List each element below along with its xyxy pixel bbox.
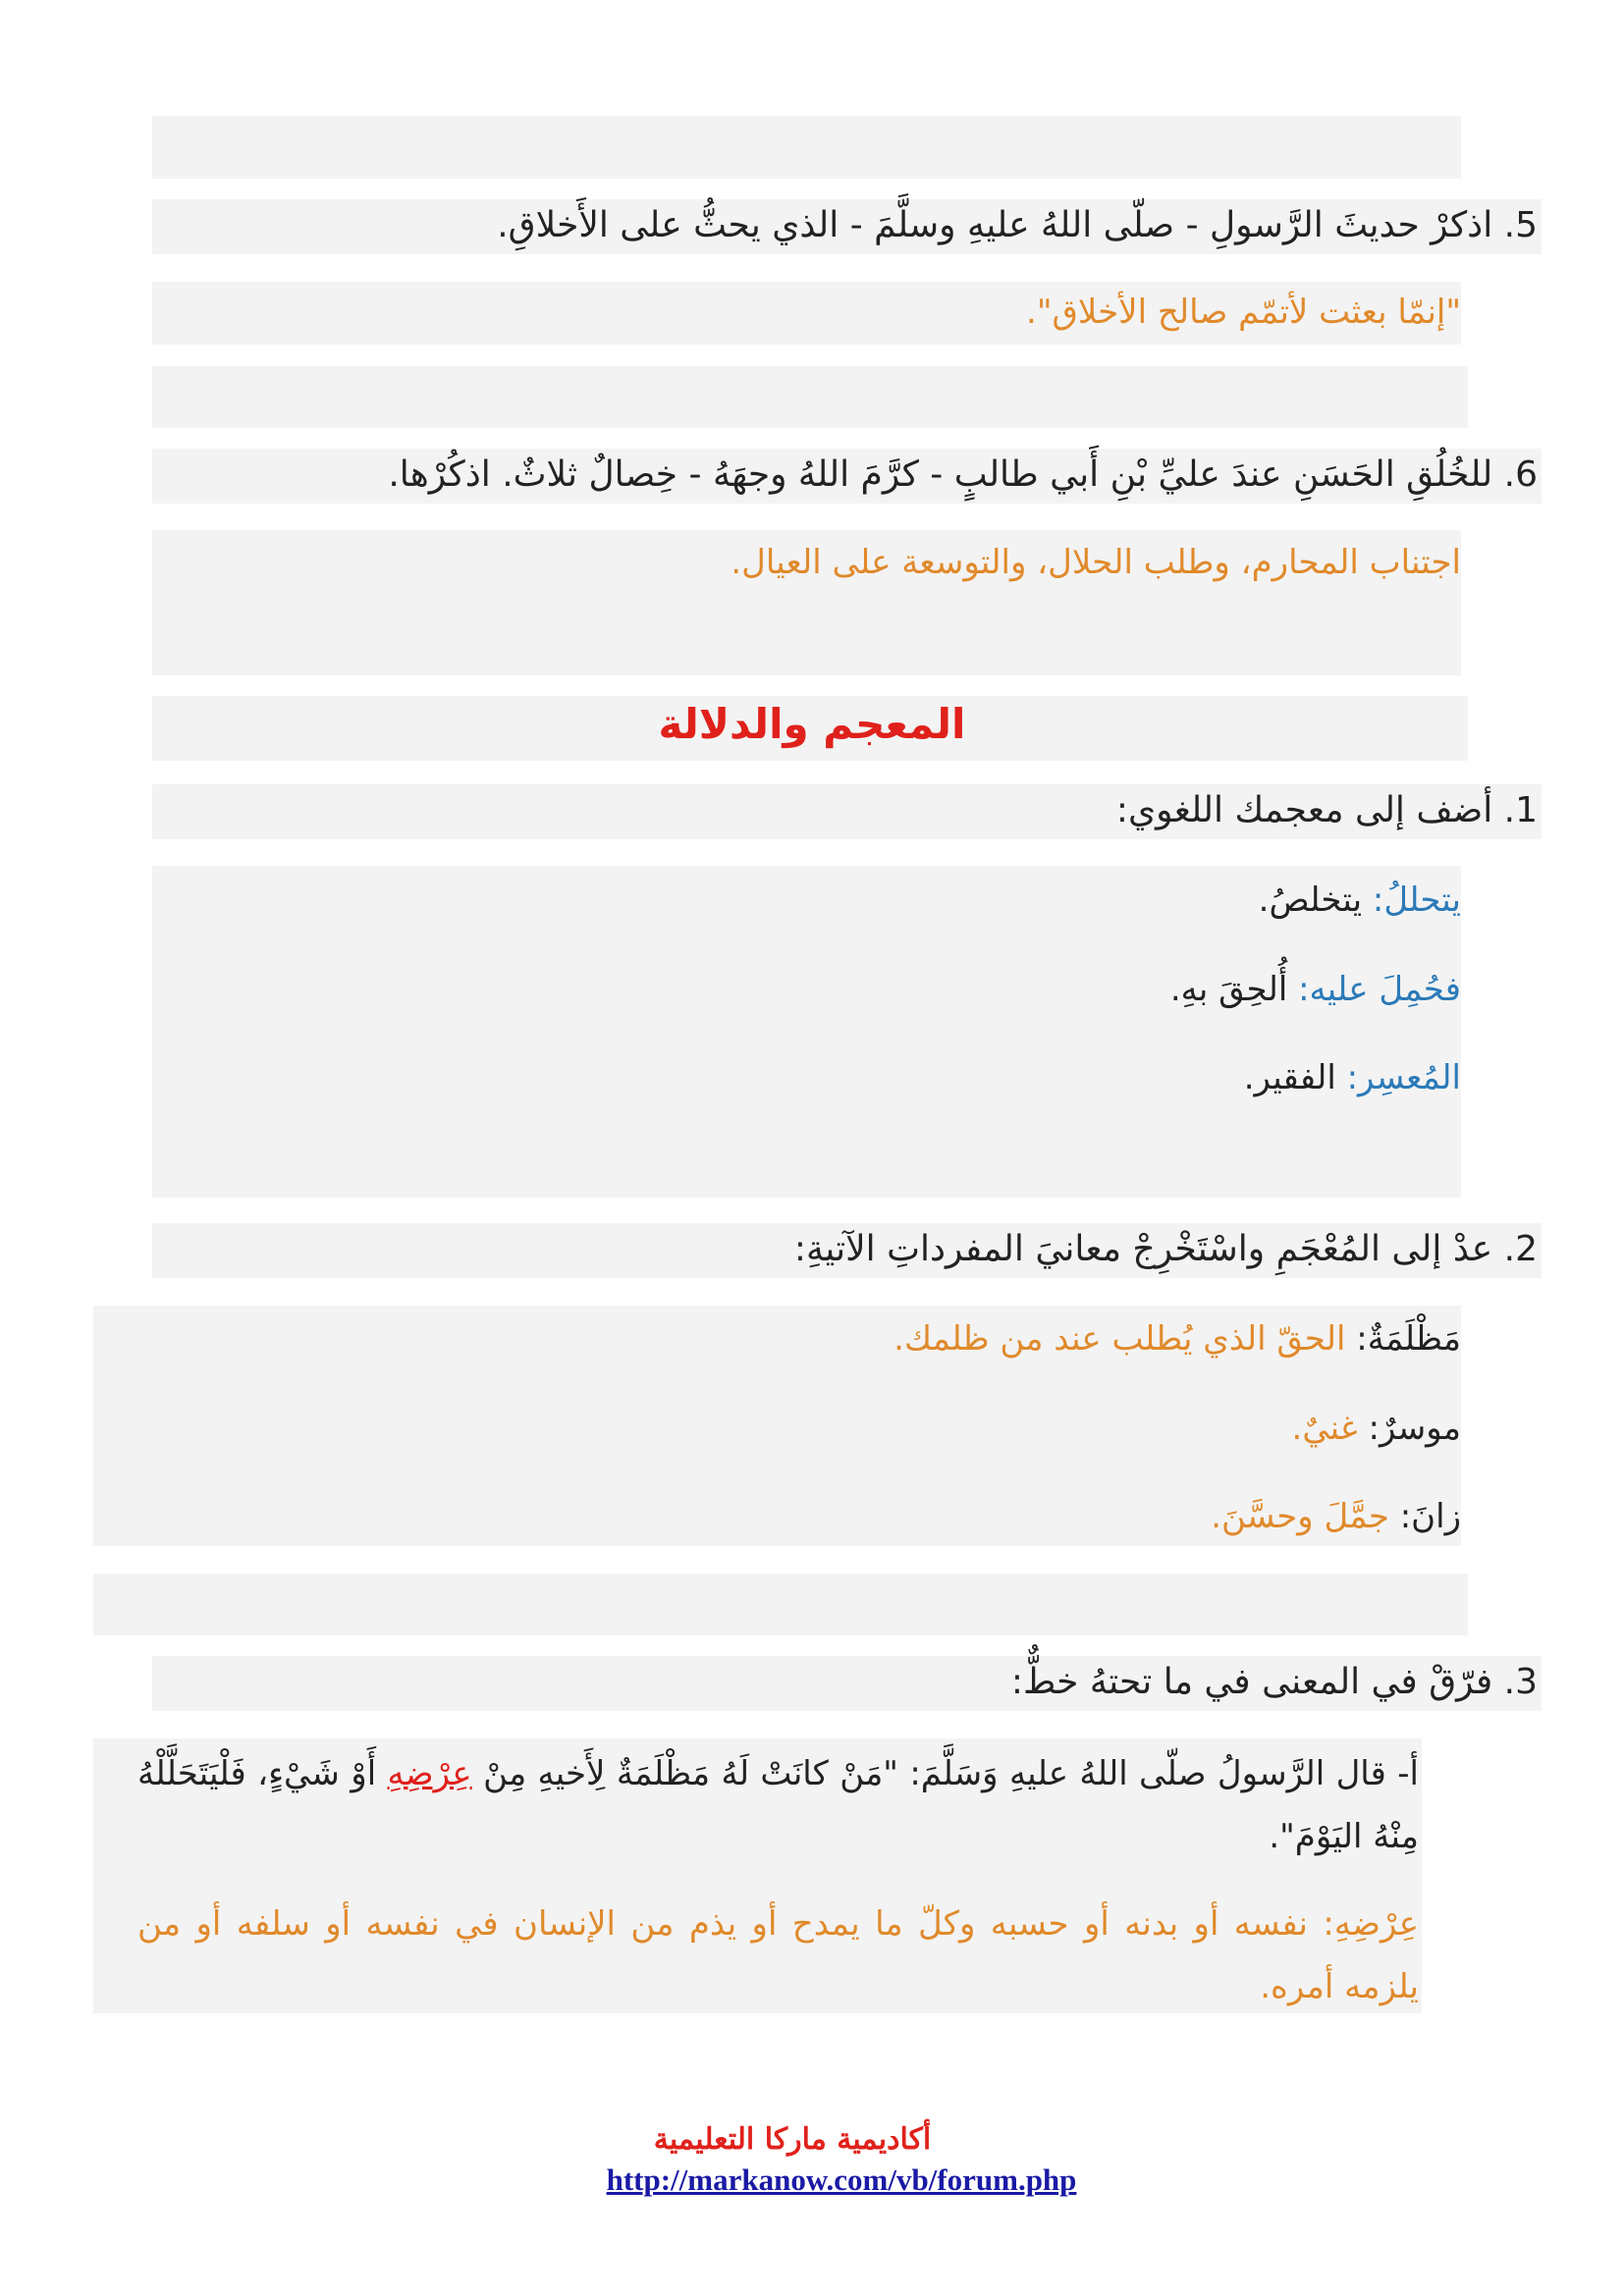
vocab-meaning: الفقير. bbox=[1243, 1058, 1336, 1097]
vocab-1-item bbox=[1259, 881, 1461, 920]
answer-text: نفسه أو بدنه أو حسبه وكلّ ما يمدح أو يذم من الإنسان في نفسه أو سلفه أو من يلزمه أمره. bbox=[137, 1904, 1419, 2006]
hadith-part: أَوْ شَيْءٍ، فَلْيَتَحَلَّلْهُ مِنْهُ اليَوْمَ". bbox=[137, 1754, 1419, 1856]
vocab-word: المُعسِر: bbox=[1346, 1058, 1461, 1097]
vocab-1-item bbox=[1244, 1058, 1461, 1097]
empty-block bbox=[152, 116, 1461, 179]
vocab-word: زانَ: bbox=[1399, 1497, 1461, 1536]
hadith-part: أ- قال الرَّسولُ صلّى اللهُ عليهِ وَسَلَّمَ: "مَنْ كانَتْ لَهُ مَظْلَمَةٌ لِأَخيهِ مِنْ bbox=[483, 1754, 1420, 1793]
vocab-meaning: أُلحِقَ بهِ. bbox=[1169, 970, 1288, 1009]
vocab-2-item bbox=[1292, 1409, 1461, 1448]
answer-explanation bbox=[137, 1893, 1419, 2018]
vocab-1-item bbox=[1170, 970, 1461, 1009]
vocab-meaning: يتخلصُ. bbox=[1258, 881, 1363, 920]
underlined-word: عِرْضِهِ bbox=[387, 1754, 472, 1793]
answer-6: اجتناب المحارم، وطلب الحلال، والتوسعة على العيال. bbox=[731, 543, 1461, 582]
question-5: 5. اذكرْ حديثَ الرَّسولِ - صلّى اللهُ عليهِ وسلَّمَ - الذي يحثُّ على الأَخلاقِ. bbox=[497, 205, 1538, 245]
footer-link[interactable]: http://markanow.com/vb/forum.php bbox=[606, 2163, 1077, 2197]
vocab-word: يتحللُ: bbox=[1372, 881, 1461, 920]
vocab-meaning: جمَّلَ وحسَّنَ. bbox=[1211, 1497, 1389, 1536]
footer-academy-name: أكاديمية ماركا التعليمية bbox=[653, 2122, 932, 2157]
vocab-3-question: 3. فرّقْ في المعنى في ما تحتهُ خطٌّ: bbox=[1010, 1662, 1538, 1702]
section-title: المعجم والدلالة bbox=[658, 700, 966, 748]
vocab-1-question: 1. أضف إلى معجمك اللغوي: bbox=[1115, 790, 1538, 830]
vocab-word: موسرٌ: bbox=[1368, 1409, 1461, 1448]
vocab-2-item bbox=[1211, 1497, 1461, 1536]
vocab-2-item bbox=[893, 1319, 1461, 1359]
vocab-word: مَظْلَمَةٌ: bbox=[1356, 1319, 1461, 1359]
vocab-2-question: 2. عدْ إلى المُعْجَمِ واسْتَخْرِجْ معانيَ المفرداتِ الآتيةِ: bbox=[793, 1229, 1538, 1269]
vocab-meaning: غنيٌ. bbox=[1291, 1409, 1358, 1448]
empty-block bbox=[152, 366, 1468, 428]
hadith-text bbox=[137, 1742, 1419, 1868]
footer bbox=[0, 2122, 1624, 2198]
empty-block bbox=[93, 1574, 1468, 1635]
vocab-meaning: الحقّ الذي يُطلب عند من ظلمك. bbox=[893, 1319, 1346, 1359]
answer-5: "إنمّا بعثت لأتمّم صالح الأخلاق". bbox=[1026, 293, 1461, 332]
vocab-word: فحُمِلَ عليه: bbox=[1298, 970, 1461, 1009]
question-6: 6. للخُلُقِ الحَسَنِ عندَ عليِّ بْنِ أَبي طالبٍ - كرَّمَ اللهُ وجهَهُ - خِصالٌ ثلاثٌ. اذكُرْها. bbox=[388, 454, 1538, 495]
answer-word: عِرْضِهِ: bbox=[1323, 1904, 1419, 1944]
